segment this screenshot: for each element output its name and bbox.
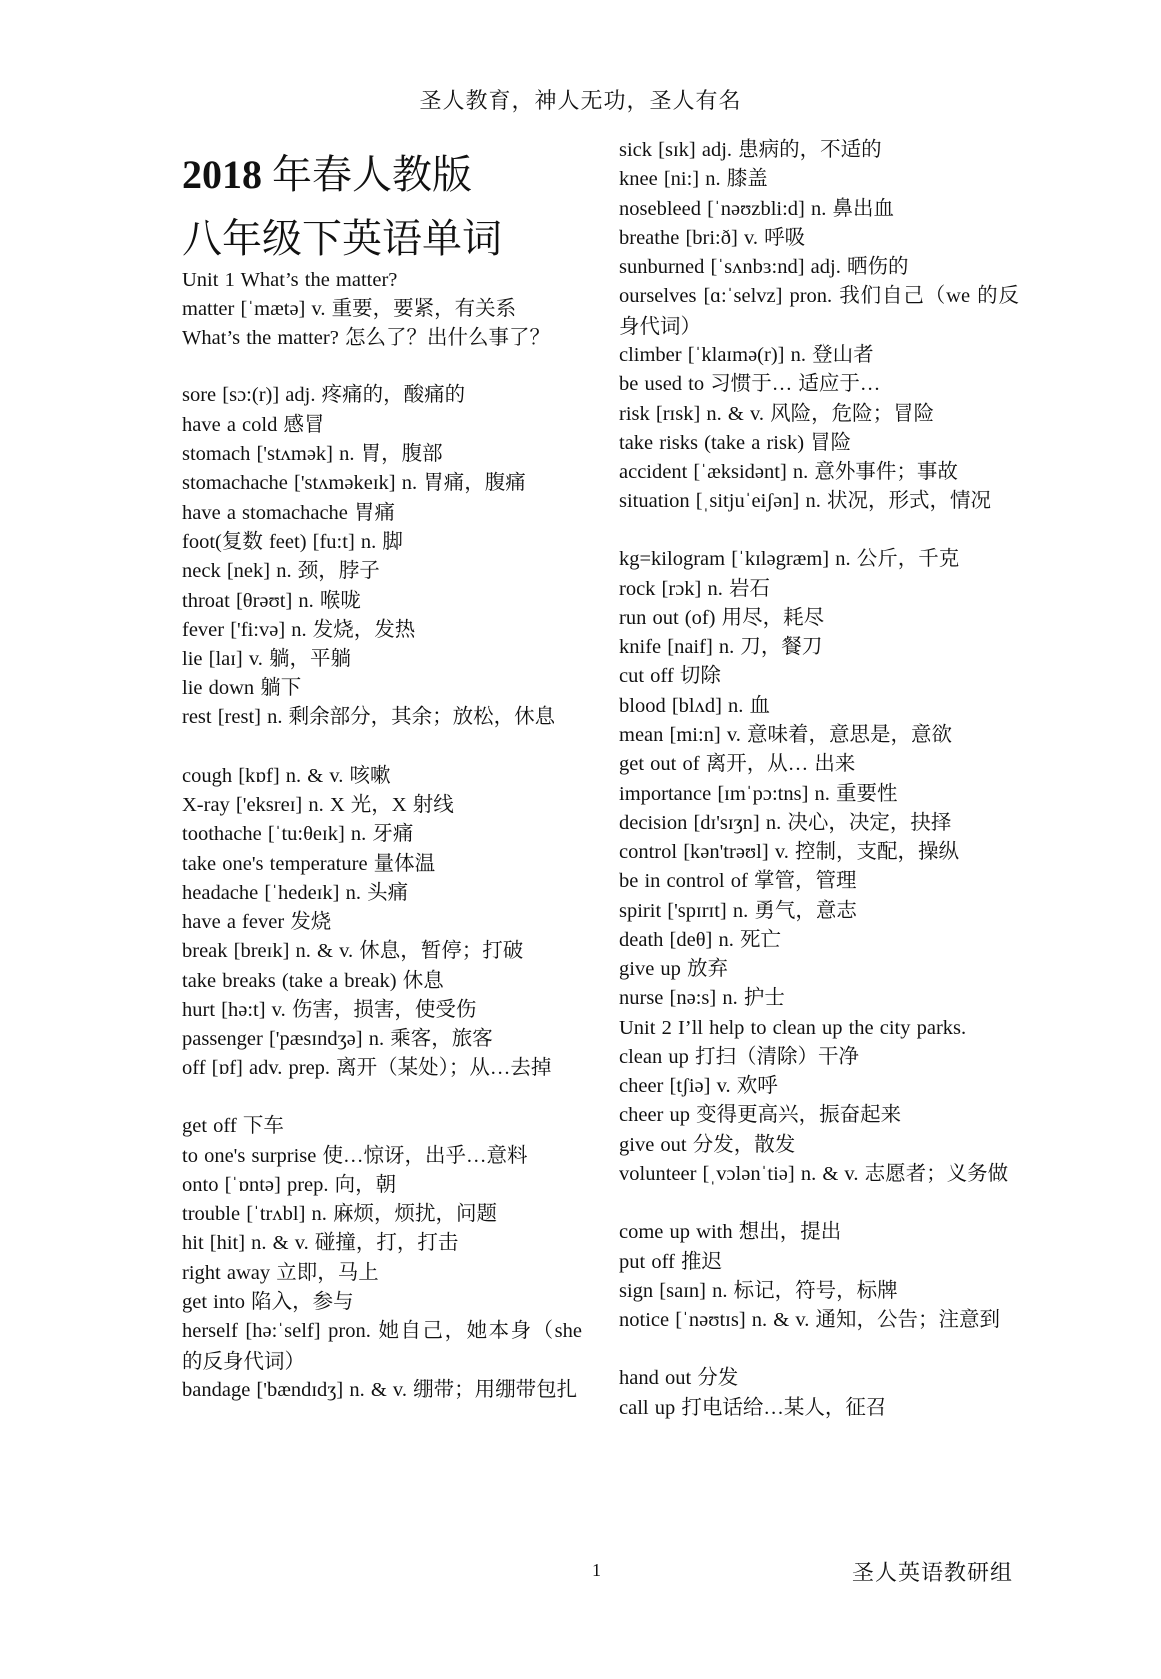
vocab-entry: get off 下车 xyxy=(182,1115,284,1137)
vocab-entry: rest [rest] n. 剩余部分，其余；放松，休息 xyxy=(182,706,556,728)
vocab-entry: control [kən'trəʊl] v. 控制，支配，操纵 xyxy=(619,841,959,863)
vocab-entry: sign [saɪn] n. 标记，符号，标牌 xyxy=(619,1280,898,1302)
vocab-entry: get out of 离开，从… 出来 xyxy=(619,753,856,775)
vocab-entry: hurt [hə:t] v. 伤害，损害，使受伤 xyxy=(182,999,477,1021)
document-title-line-1 xyxy=(182,151,602,199)
vocab-entry: X-ray ['eksreɪ] n. X 光，X 射线 xyxy=(182,794,454,816)
vocab-entry: cough [kɒf] n. & v. 咳嗽 xyxy=(182,765,391,787)
vocab-entry: cheer up 变得更高兴，振奋起来 xyxy=(619,1104,902,1126)
vocab-entry: neck [nek] n. 颈，脖子 xyxy=(182,560,380,582)
vocab-entry: right away 立即，马上 xyxy=(182,1262,379,1284)
vocab-entry: stomach ['stʌmək] n. 胃，腹部 xyxy=(182,443,443,465)
unit-heading: Unit 1 What’s the matter? xyxy=(182,269,398,291)
vocab-entry: put off 推迟 xyxy=(619,1251,722,1273)
vocab-entry: be used to 习惯于… 适应于… xyxy=(619,373,881,395)
vocab-entry: be in control of 掌管，管理 xyxy=(619,870,857,892)
vocab-entry: onto [ˈɒntə] prep. 向，朝 xyxy=(182,1174,397,1196)
vocab-entry: knee [ni:] n. 膝盖 xyxy=(619,168,768,190)
vocab-entry: to one's surprise 使…惊讶，出乎…意料 xyxy=(182,1145,528,1167)
footer-group-name: 圣人英语教研组 xyxy=(851,1560,1013,1585)
vocab-entry: volunteer [ˌvɔlənˈtiə] n. & v. 志愿者；义务做 xyxy=(619,1163,1009,1185)
vocab-entry: knife [naif] n. 刀，餐刀 xyxy=(619,636,823,658)
page-number: 1 xyxy=(592,1560,601,1580)
vocab-entry: trouble [ˈtrʌbl] n. 麻烦，烦扰，问题 xyxy=(182,1203,498,1225)
vocab-entry: importance [ɪmˈpɔ:tns] n. 重要性 xyxy=(619,783,898,805)
vocab-entry: stomachache ['stʌməkeɪk] n. 胃痛，腹痛 xyxy=(182,472,526,494)
vocab-entry: situation [ˌsitjuˈeiʃən] n. 状况，形式，情况 xyxy=(619,490,991,512)
vocab-entry: toothache [ˈtu:θeɪk] n. 牙痛 xyxy=(182,823,414,845)
vocab-entry: accident [ˈæksidənt] n. 意外事件；事故 xyxy=(619,461,958,483)
vocab-entry: What’s the matter? 怎么了？出什么事了？ xyxy=(182,327,550,349)
vocab-entry: breathe [bri:ð] v. 呼吸 xyxy=(619,227,806,249)
vocab-entry: decision [dɪ'sɪʒn] n. 决心，决定，抉择 xyxy=(619,812,952,834)
vocab-entry: blood [blʌd] n. 血 xyxy=(619,695,771,717)
vocab-entry: nosebleed [ˈnəʊzbli:d] n. 鼻出血 xyxy=(619,198,894,220)
vocab-entry: get into 陷入，参与 xyxy=(182,1291,354,1313)
vocab-entry: rock [rɔk] n. 岩石 xyxy=(619,578,771,600)
title-year: 2018 xyxy=(182,152,262,197)
vocab-entry: clean up 打扫（清除）干净 xyxy=(619,1046,859,1068)
vocab-entry: climber [ˈklaɪmə(r)] n. 登山者 xyxy=(619,344,874,366)
vocab-entry: hand out 分发 xyxy=(619,1367,739,1389)
vocab-entry: foot(复数 feet) [fu:t] n. 脚 xyxy=(182,531,403,553)
vocab-entry: come up with 想出，提出 xyxy=(619,1221,842,1243)
vocab-entry: take breaks (take a break) 休息 xyxy=(182,970,444,992)
vocab-entry: lie [laɪ] v. 躺，平躺 xyxy=(182,648,352,670)
vocab-entry: cheer [tʃiə] v. 欢呼 xyxy=(619,1075,778,1097)
unit-heading: Unit 2 I’ll help to clean up the city parks. xyxy=(619,1017,967,1039)
vocab-entry: headache [ˈhedeɪk] n. 头痛 xyxy=(182,882,409,904)
vocab-entry: cut off 切除 xyxy=(619,665,721,687)
page-header-motto: 圣人教育，神人无功，圣人有名 xyxy=(419,88,742,113)
vocab-entry: passenger ['pæsɪndʒə] n. 乘客，旅客 xyxy=(182,1028,493,1050)
vocab-entry: lie down 躺下 xyxy=(182,677,302,699)
vocab-entry: sick [sɪk] adj. 患病的，不适的 xyxy=(619,139,882,161)
document-title-line-2: 八年级下英语单词 xyxy=(182,216,502,261)
vocab-entry: bandage ['bændɪdʒ] n. & v. 绷带；用绷带包扎 xyxy=(182,1379,578,1401)
vocab-entry: give out 分发，散发 xyxy=(619,1134,796,1156)
vocab-entry: break [breɪk] n. & v. 休息，暂停；打破 xyxy=(182,940,524,962)
vocab-entry: matter [ˈmætə] v. 重要，要紧，有关系 xyxy=(182,298,517,320)
vocab-entry: sunburned [ˈsʌnbɜ:nd] adj. 晒伤的 xyxy=(619,256,909,278)
title-edition: 年春人教版 xyxy=(262,152,472,197)
vocab-entry: run out (of) 用尽，耗尽 xyxy=(619,607,825,629)
vocab-entry: throat [θrəʊt] n. 喉咙 xyxy=(182,590,361,612)
vocab-entry: fever ['fi:və] n. 发烧，发热 xyxy=(182,619,416,641)
vocab-entry: call up 打电话给…某人，征召 xyxy=(619,1397,887,1419)
vocab-entry: off [ɒf] adv. prep. 离开（某处）；从…去掉 xyxy=(182,1057,552,1079)
vocab-entry: kg=kilogram [ˈkɪləgræm] n. 公斤，千克 xyxy=(619,548,960,570)
vocab-entry: herself [hə:ˈself] pron. 她自己，她本身（she 的反身代词） xyxy=(182,1320,582,1373)
vocab-entry: risk [rɪsk] n. & v. 风险，危险；冒险 xyxy=(619,403,935,425)
vocab-entry: have a stomachache 胃痛 xyxy=(182,502,396,524)
vocab-entry: have a fever 发烧 xyxy=(182,911,332,933)
vocab-entry: sore [sɔ:(r)] adj. 疼痛的，酸痛的 xyxy=(182,384,466,406)
vocab-entry: death [deθ] n. 死亡 xyxy=(619,929,781,951)
vocab-entry: give up 放弃 xyxy=(619,958,729,980)
vocab-entry: hit [hit] n. & v. 碰撞，打，打击 xyxy=(182,1232,459,1254)
vocab-entry: ourselves [ɑ:ˈselvz] pron. 我们自己（we 的反身代词） xyxy=(619,285,1019,338)
vocab-entry: spirit ['spɪrɪt] n. 勇气，意志 xyxy=(619,900,857,922)
vocab-entry: take risks (take a risk) 冒险 xyxy=(619,432,852,454)
vocab-entry: have a cold 感冒 xyxy=(182,414,325,436)
vocab-entry: nurse [nə:s] n. 护士 xyxy=(619,987,785,1009)
vocab-entry: take one's temperature 量体温 xyxy=(182,853,436,875)
vocab-entry: notice [ˈnəʊtɪs] n. & v. 通知，公告；注意到 xyxy=(619,1309,1001,1331)
vocab-entry: mean [mi:n] v. 意味着，意思是，意欲 xyxy=(619,724,953,746)
